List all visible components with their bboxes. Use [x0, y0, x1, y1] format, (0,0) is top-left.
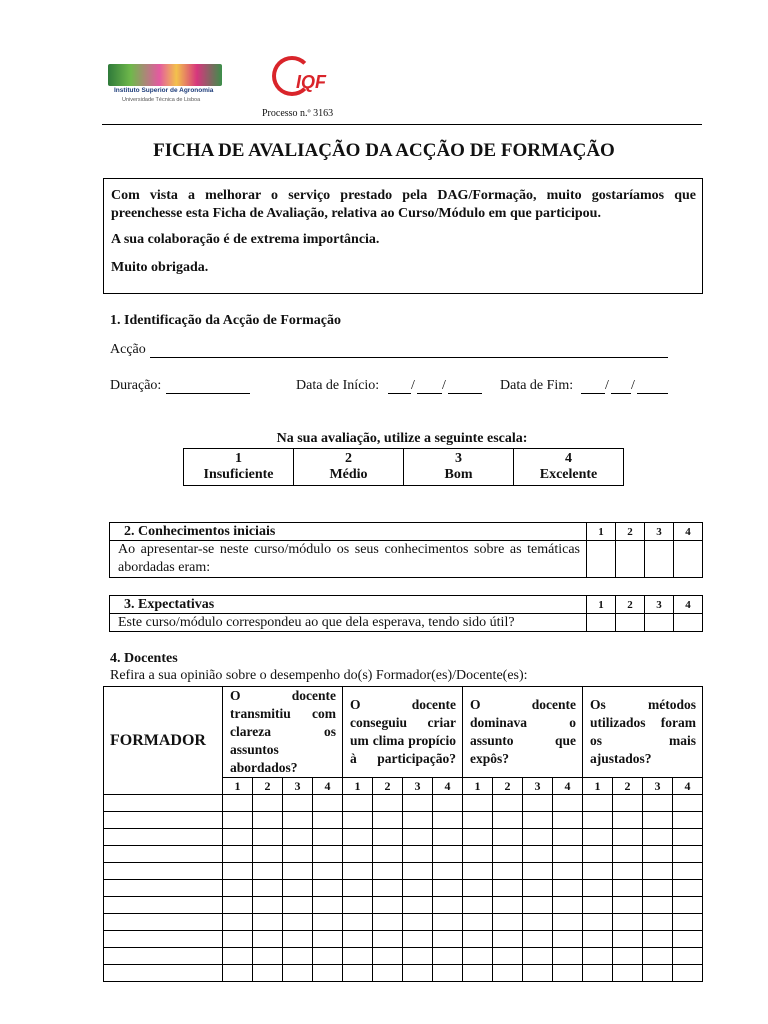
- col-header: 1: [587, 596, 616, 614]
- question-header-2: O docente conseguiu criar um clima propício à participação?: [343, 687, 463, 778]
- formador-name-cell[interactable]: [104, 846, 223, 863]
- formador-row: [104, 829, 703, 846]
- section4-subtitle: Refira a sua opinião sobre o desempenho do(s) Formador(es)/Docente(es):: [110, 668, 528, 683]
- section4-heading: 4. Docentes: [110, 651, 178, 666]
- rating-cell[interactable]: [313, 914, 343, 931]
- date-separator: /: [631, 378, 635, 393]
- rating-cell[interactable]: [643, 965, 673, 982]
- rating-cell[interactable]: [283, 795, 313, 812]
- intro-paragraph-2: A sua colaboração é de extrema importância.: [111, 232, 380, 247]
- rating-cell[interactable]: [673, 812, 703, 829]
- data-fim-day-field[interactable]: [581, 378, 605, 394]
- scale-number: 2: [345, 451, 352, 466]
- section3-table: [109, 595, 703, 632]
- scale-item-1: [184, 449, 294, 486]
- rating-cell[interactable]: [523, 965, 553, 982]
- rating-cell[interactable]: [673, 880, 703, 897]
- rating-cell[interactable]: [403, 897, 433, 914]
- rating-cell[interactable]: [523, 948, 553, 965]
- rating-cell-1[interactable]: [587, 614, 616, 632]
- data-fim-year-field[interactable]: [637, 378, 668, 394]
- rating-cell[interactable]: [373, 863, 403, 880]
- rating-cell[interactable]: [223, 812, 253, 829]
- question-header-4: Os métodos utilizados foram os mais ajustados?: [583, 687, 703, 778]
- rating-cell[interactable]: [253, 931, 283, 948]
- rating-cell-1[interactable]: [587, 541, 616, 578]
- isa-logo-flowers-icon: [108, 64, 222, 86]
- rating-cell[interactable]: [313, 931, 343, 948]
- rating-cell[interactable]: [613, 965, 643, 982]
- formador-name-cell[interactable]: [104, 880, 223, 897]
- rating-cell[interactable]: [253, 846, 283, 863]
- formador-name-cell[interactable]: [104, 829, 223, 846]
- rating-cell[interactable]: [553, 931, 583, 948]
- col-header: 4: [433, 778, 463, 795]
- col-header: 2: [613, 778, 643, 795]
- rating-cell[interactable]: [463, 965, 493, 982]
- rating-cell[interactable]: [253, 897, 283, 914]
- col-header: 2: [253, 778, 283, 795]
- rating-cell[interactable]: [493, 846, 523, 863]
- rating-cell[interactable]: [433, 965, 463, 982]
- rating-cell[interactable]: [283, 897, 313, 914]
- rating-cell[interactable]: [523, 880, 553, 897]
- iqf-logo-text: IQF: [296, 72, 326, 92]
- rating-cell[interactable]: [613, 812, 643, 829]
- formador-name-cell[interactable]: [104, 948, 223, 965]
- col-header: 2: [616, 596, 645, 614]
- scale-item-2: [294, 449, 404, 486]
- rating-cell[interactable]: [283, 914, 313, 931]
- rating-cell[interactable]: [463, 931, 493, 948]
- col-header: 2: [493, 778, 523, 795]
- rating-cell[interactable]: [583, 846, 613, 863]
- col-header: 1: [343, 778, 373, 795]
- rating-cell[interactable]: [433, 897, 463, 914]
- rating-cell[interactable]: [433, 812, 463, 829]
- rating-cell[interactable]: [253, 914, 283, 931]
- rating-cell[interactable]: [283, 948, 313, 965]
- rating-cell[interactable]: [343, 829, 373, 846]
- rating-cell[interactable]: [613, 829, 643, 846]
- rating-cell[interactable]: [643, 812, 673, 829]
- docentes-table: [103, 686, 703, 982]
- rating-cell[interactable]: [283, 812, 313, 829]
- rating-cell[interactable]: [283, 931, 313, 948]
- col-header: 3: [523, 778, 553, 795]
- rating-cell[interactable]: [613, 914, 643, 931]
- rating-cell[interactable]: [373, 897, 403, 914]
- rating-cell[interactable]: [223, 846, 253, 863]
- rating-cell[interactable]: [463, 897, 493, 914]
- rating-cell[interactable]: [643, 931, 673, 948]
- formador-name-cell[interactable]: [104, 914, 223, 931]
- rating-cell[interactable]: [673, 897, 703, 914]
- formador-row: [104, 795, 703, 812]
- formador-row: [104, 965, 703, 982]
- rating-cell[interactable]: [613, 897, 643, 914]
- rating-cell[interactable]: [553, 829, 583, 846]
- col-header: 2: [616, 523, 645, 541]
- isa-logo-line1: Instituto Superior de Agronomia: [114, 87, 214, 94]
- rating-cell[interactable]: [523, 863, 553, 880]
- rating-cell[interactable]: [553, 914, 583, 931]
- rating-cell[interactable]: [343, 965, 373, 982]
- rating-cell[interactable]: [373, 829, 403, 846]
- col-header: 3: [643, 778, 673, 795]
- rating-cell[interactable]: [583, 914, 613, 931]
- rating-cell[interactable]: [223, 931, 253, 948]
- rating-cell[interactable]: [643, 948, 673, 965]
- scale-item-3: [404, 449, 514, 486]
- rating-cell[interactable]: [523, 914, 553, 931]
- page-title: FICHA DE AVALIAÇÃO DA ACÇÃO DE FORMAÇÃO: [153, 140, 615, 161]
- rating-cell[interactable]: [223, 795, 253, 812]
- rating-cell[interactable]: [283, 846, 313, 863]
- scale-label: Excelente: [539, 467, 598, 482]
- question-header-3: O docente dominava o assunto que expôs?: [463, 687, 583, 778]
- rating-cell[interactable]: [493, 880, 523, 897]
- col-header: 1: [583, 778, 613, 795]
- col-header: 3: [645, 596, 674, 614]
- rating-cell[interactable]: [433, 914, 463, 931]
- data-inicio-label: Data de Início:: [296, 378, 380, 393]
- rating-cell[interactable]: [523, 812, 553, 829]
- header-divider: [102, 124, 702, 125]
- rating-cell[interactable]: [643, 880, 673, 897]
- scale-item-4: [514, 449, 624, 486]
- rating-cell[interactable]: [553, 846, 583, 863]
- rating-cell[interactable]: [463, 948, 493, 965]
- rating-cell[interactable]: [553, 812, 583, 829]
- col-header: 2: [373, 778, 403, 795]
- rating-cell[interactable]: [643, 829, 673, 846]
- rating-cell[interactable]: [643, 897, 673, 914]
- intro-box: [103, 178, 703, 294]
- rating-cell[interactable]: [343, 846, 373, 863]
- formador-name-cell[interactable]: [104, 897, 223, 914]
- rating-cell[interactable]: [673, 846, 703, 863]
- rating-cell[interactable]: [463, 795, 493, 812]
- rating-cell[interactable]: [433, 880, 463, 897]
- rating-cell[interactable]: [583, 829, 613, 846]
- date-separator: /: [605, 378, 609, 393]
- col-header: 4: [313, 778, 343, 795]
- rating-cell[interactable]: [373, 914, 403, 931]
- rating-cell-4[interactable]: [674, 614, 703, 632]
- formador-row: [104, 812, 703, 829]
- rating-cell[interactable]: [223, 965, 253, 982]
- formador-row: [104, 931, 703, 948]
- rating-cell[interactable]: [493, 829, 523, 846]
- section2-heading: 2. Conhecimentos iniciais: [110, 523, 587, 541]
- rating-cell[interactable]: [463, 880, 493, 897]
- rating-cell[interactable]: [643, 846, 673, 863]
- rating-cell[interactable]: [403, 795, 433, 812]
- rating-cell[interactable]: [643, 914, 673, 931]
- rating-cell[interactable]: [463, 914, 493, 931]
- rating-cell-3[interactable]: [645, 541, 674, 578]
- rating-cell[interactable]: [313, 965, 343, 982]
- data-fim-label: Data de Fim:: [500, 378, 574, 393]
- rating-cell[interactable]: [463, 863, 493, 880]
- col-header: 4: [674, 596, 703, 614]
- data-inicio-month-field[interactable]: [417, 378, 442, 394]
- rating-cell[interactable]: [493, 914, 523, 931]
- rating-cell-3[interactable]: [645, 614, 674, 632]
- rating-cell[interactable]: [343, 812, 373, 829]
- rating-cell[interactable]: [613, 931, 643, 948]
- rating-cell[interactable]: [673, 795, 703, 812]
- rating-cell[interactable]: [493, 812, 523, 829]
- rating-cell[interactable]: [223, 897, 253, 914]
- isa-logo-line2: Universidade Técnica de Lisboa: [122, 97, 201, 103]
- rating-cell[interactable]: [613, 795, 643, 812]
- rating-cell[interactable]: [433, 846, 463, 863]
- rating-cell[interactable]: [673, 931, 703, 948]
- rating-cell[interactable]: [403, 812, 433, 829]
- rating-cell[interactable]: [343, 931, 373, 948]
- rating-cell[interactable]: [223, 880, 253, 897]
- rating-cell[interactable]: [313, 897, 343, 914]
- rating-cell[interactable]: [583, 863, 613, 880]
- rating-cell[interactable]: [223, 914, 253, 931]
- formador-row: [104, 880, 703, 897]
- col-header: 3: [403, 778, 433, 795]
- rating-cell[interactable]: [313, 846, 343, 863]
- rating-cell-4[interactable]: [674, 541, 703, 578]
- rating-cell[interactable]: [223, 863, 253, 880]
- rating-cell[interactable]: [253, 829, 283, 846]
- rating-cell[interactable]: [613, 846, 643, 863]
- rating-cell[interactable]: [343, 880, 373, 897]
- iqf-logo: [272, 56, 342, 102]
- col-header: 1: [223, 778, 253, 795]
- section3-question: Este curso/módulo correspondeu ao que dela esperava, tendo sido útil?: [110, 614, 587, 632]
- rating-cell[interactable]: [673, 829, 703, 846]
- data-fim-month-field[interactable]: [611, 378, 631, 394]
- col-header: 1: [463, 778, 493, 795]
- rating-cell[interactable]: [433, 863, 463, 880]
- data-inicio-day-field[interactable]: [388, 378, 411, 394]
- rating-cell[interactable]: [613, 863, 643, 880]
- scale-number: 1: [235, 451, 242, 466]
- section3-heading: 3. Expectativas: [110, 596, 587, 614]
- rating-cell[interactable]: [313, 863, 343, 880]
- formador-row: [104, 948, 703, 965]
- rating-cell[interactable]: [553, 897, 583, 914]
- rating-cell[interactable]: [583, 812, 613, 829]
- date-separator: /: [411, 378, 415, 393]
- rating-cell[interactable]: [313, 829, 343, 846]
- rating-cell[interactable]: [313, 795, 343, 812]
- rating-cell[interactable]: [673, 914, 703, 931]
- formador-row: [104, 897, 703, 914]
- rating-cell[interactable]: [403, 931, 433, 948]
- question-header-1: O docente transmitiu com clareza os assuntos abordados?: [223, 687, 343, 778]
- rating-cell[interactable]: [583, 880, 613, 897]
- date-separator: /: [442, 378, 446, 393]
- rating-cell[interactable]: [553, 948, 583, 965]
- rating-cell[interactable]: [673, 948, 703, 965]
- section2-question: Ao apresentar-se neste curso/módulo os seus conhecimentos sobre as temáticas abordadas eram:: [110, 541, 587, 578]
- rating-cell[interactable]: [613, 880, 643, 897]
- rating-cell-2[interactable]: [616, 614, 645, 632]
- rating-cell[interactable]: [553, 965, 583, 982]
- rating-cell[interactable]: [553, 880, 583, 897]
- rating-cell[interactable]: [433, 795, 463, 812]
- rating-cell[interactable]: [463, 846, 493, 863]
- col-header: 3: [283, 778, 313, 795]
- scale-number: 3: [455, 451, 462, 466]
- scale-table: [183, 448, 624, 486]
- rating-cell-2[interactable]: [616, 541, 645, 578]
- rating-cell[interactable]: [643, 795, 673, 812]
- accao-label: Acção: [110, 342, 146, 357]
- rating-cell[interactable]: [373, 931, 403, 948]
- intro-paragraph-1: Com vista a melhorar o serviço prestado pela DAG/Formação, muito gostaríamos que preenchesse esta Ficha de Avaliação, relativa ao Curso/Módulo em que participou.: [111, 188, 696, 221]
- processo-number: Processo n.º 3163: [262, 108, 334, 119]
- rating-cell[interactable]: [373, 948, 403, 965]
- rating-cell[interactable]: [463, 812, 493, 829]
- rating-cell[interactable]: [403, 914, 433, 931]
- rating-cell[interactable]: [373, 846, 403, 863]
- rating-cell[interactable]: [283, 965, 313, 982]
- rating-cell[interactable]: [523, 795, 553, 812]
- formador-row: [104, 863, 703, 880]
- rating-cell[interactable]: [493, 795, 523, 812]
- rating-cell[interactable]: [253, 948, 283, 965]
- rating-cell[interactable]: [373, 812, 403, 829]
- col-header: 4: [673, 778, 703, 795]
- scale-label: Médio: [329, 467, 368, 482]
- formador-row: [104, 846, 703, 863]
- rating-cell[interactable]: [343, 914, 373, 931]
- rating-cell[interactable]: [553, 795, 583, 812]
- rating-cell[interactable]: [283, 863, 313, 880]
- formador-name-cell[interactable]: [104, 965, 223, 982]
- data-inicio-year-field[interactable]: [448, 378, 482, 394]
- rating-cell[interactable]: [253, 795, 283, 812]
- rating-cell[interactable]: [313, 880, 343, 897]
- col-header: 3: [645, 523, 674, 541]
- rating-cell[interactable]: [433, 829, 463, 846]
- rating-cell[interactable]: [373, 965, 403, 982]
- rating-cell[interactable]: [403, 965, 433, 982]
- duracao-label: Duração:: [110, 378, 162, 393]
- rating-cell[interactable]: [523, 829, 553, 846]
- rating-cell[interactable]: [493, 897, 523, 914]
- rating-cell[interactable]: [583, 897, 613, 914]
- rating-cell[interactable]: [403, 948, 433, 965]
- rating-cell[interactable]: [493, 965, 523, 982]
- rating-cell[interactable]: [313, 948, 343, 965]
- col-header: 4: [674, 523, 703, 541]
- rating-cell[interactable]: [403, 880, 433, 897]
- rating-cell[interactable]: [403, 829, 433, 846]
- col-header: 4: [553, 778, 583, 795]
- scale-label: Insuficiente: [203, 467, 274, 482]
- rating-cell[interactable]: [523, 846, 553, 863]
- rating-cell[interactable]: [643, 863, 673, 880]
- rating-cell[interactable]: [403, 846, 433, 863]
- scale-number: 4: [565, 451, 572, 466]
- rating-cell[interactable]: [283, 829, 313, 846]
- scale-label: Bom: [444, 467, 473, 482]
- rating-cell[interactable]: [493, 863, 523, 880]
- formador-name-cell[interactable]: [104, 795, 223, 812]
- duracao-field[interactable]: [166, 378, 250, 394]
- rating-cell[interactable]: [253, 880, 283, 897]
- formador-header: FORMADOR: [104, 687, 223, 795]
- col-header: 1: [587, 523, 616, 541]
- rating-cell[interactable]: [343, 897, 373, 914]
- rating-cell[interactable]: [583, 948, 613, 965]
- formador-row: [104, 914, 703, 931]
- rating-cell[interactable]: [403, 863, 433, 880]
- rating-cell[interactable]: [253, 863, 283, 880]
- rating-cell[interactable]: [433, 931, 463, 948]
- formador-name-cell[interactable]: [104, 931, 223, 948]
- intro-paragraph-3: Muito obrigada.: [111, 260, 209, 275]
- rating-cell[interactable]: [313, 812, 343, 829]
- rating-cell[interactable]: [583, 965, 613, 982]
- rating-cell[interactable]: [223, 829, 253, 846]
- rating-cell[interactable]: [343, 948, 373, 965]
- rating-cell[interactable]: [343, 795, 373, 812]
- rating-cell[interactable]: [343, 863, 373, 880]
- rating-cell[interactable]: [553, 863, 583, 880]
- scale-title: Na sua avaliação, utilize a seguinte escala:: [276, 431, 528, 446]
- accao-field[interactable]: [150, 342, 668, 358]
- formador-name-cell[interactable]: [104, 812, 223, 829]
- formador-name-cell[interactable]: [104, 863, 223, 880]
- rating-cell[interactable]: [523, 897, 553, 914]
- rating-cell[interactable]: [253, 965, 283, 982]
- isa-logo: [108, 64, 222, 112]
- rating-cell[interactable]: [613, 948, 643, 965]
- rating-cell[interactable]: [673, 863, 703, 880]
- rating-cell[interactable]: [433, 948, 463, 965]
- rating-cell[interactable]: [673, 965, 703, 982]
- rating-cell[interactable]: [583, 931, 613, 948]
- rating-cell[interactable]: [583, 795, 613, 812]
- rating-cell[interactable]: [463, 829, 493, 846]
- section2-table: [109, 522, 703, 578]
- rating-cell[interactable]: [283, 880, 313, 897]
- rating-cell[interactable]: [493, 948, 523, 965]
- rating-cell[interactable]: [373, 795, 403, 812]
- rating-cell[interactable]: [253, 812, 283, 829]
- rating-cell[interactable]: [523, 931, 553, 948]
- section1-heading: 1. Identificação da Acção de Formação: [110, 313, 341, 328]
- rating-cell[interactable]: [223, 948, 253, 965]
- rating-cell[interactable]: [493, 931, 523, 948]
- rating-cell[interactable]: [373, 880, 403, 897]
